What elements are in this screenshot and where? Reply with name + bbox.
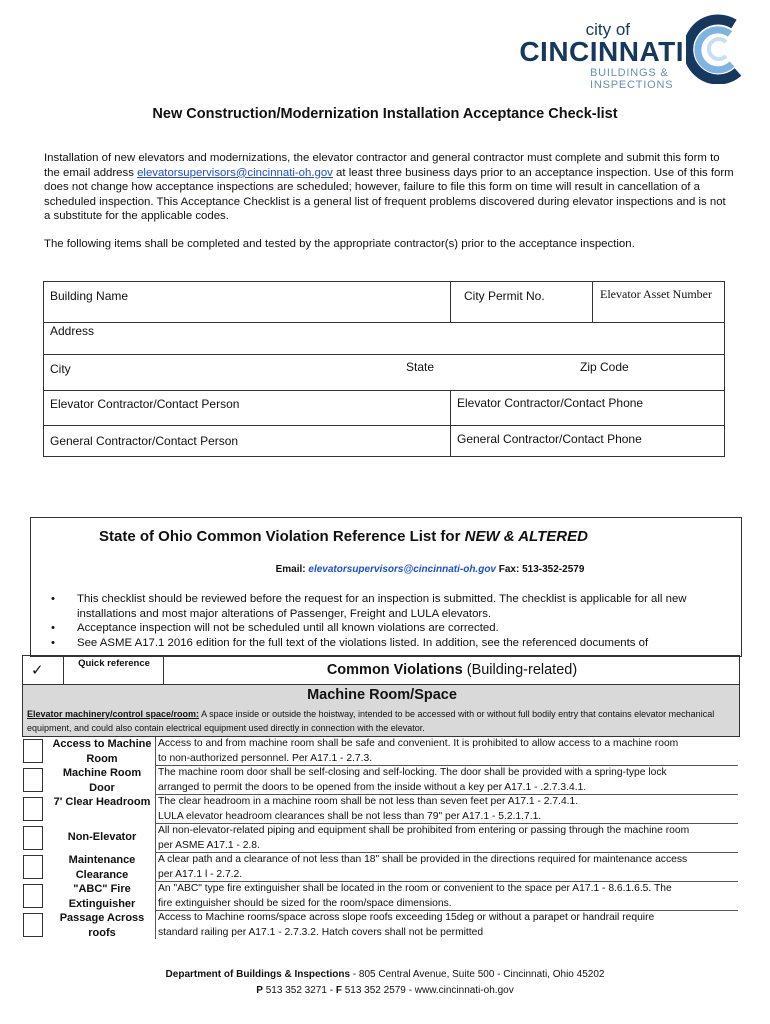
row-text xyxy=(158,882,736,911)
row-line: Access to Machine rooms/space across slope roofs exceeding 15deg or without a parapet or handrail require xyxy=(158,912,655,923)
row-text xyxy=(158,853,736,882)
row-reference: "ABC" Fire Extinguisher xyxy=(68,883,136,910)
logo-name: CINCINNATI xyxy=(519,36,684,67)
logo-dept-line2: INSPECTIONS xyxy=(590,79,674,91)
city-logo xyxy=(486,14,748,92)
machine-room-title: Machine Room/Space xyxy=(307,687,457,703)
row-checkbox[interactable] xyxy=(23,797,43,821)
general-contact-field[interactable]: General Contractor/Contact Person xyxy=(50,434,239,448)
ohio-bullet: • This checklist should be reviewed before the request for an inspection is submitted. The checklist is applicable for all new installations and most major alterations of Passenger, Freight and LULA elevators. xyxy=(47,592,737,621)
ohio-contact xyxy=(31,564,741,575)
general-phone-field[interactable]: General Contractor/Contact Phone xyxy=(457,432,642,446)
footer-address: - 805 Central Avenue, Suite 500 - Cincinnati, Ohio 45202 xyxy=(350,969,605,980)
row-checkbox[interactable] xyxy=(23,913,43,937)
machine-room-term: Elevator machinery/control space/room: xyxy=(27,709,200,719)
common-violations-rest: (Building-related) xyxy=(462,662,578,678)
machine-room-section xyxy=(22,685,740,737)
row-line: arranged to permit the doors to be opened from the inside without a key per A17.1 - .2.7.3.4.1. xyxy=(158,781,587,793)
row-line: per ASME A17.1 - 2.8. xyxy=(158,839,260,851)
footer-address-line xyxy=(0,967,770,983)
row-checkbox[interactable] xyxy=(23,739,43,763)
ohio-fax: Fax: 513-352-2579 xyxy=(495,564,585,575)
footer-dept: Department of Buildings & Inspections xyxy=(165,969,351,980)
ohio-title-emph: NEW & ALTERED xyxy=(464,528,588,545)
row-reference: Access to Machine Room xyxy=(52,738,152,765)
intro-text-2: at least three business days prior to an acceptance inspection. Use of this form does not change how acceptance inspections are scheduled; however, failure to file this form on time will result in cancellation of a scheduled inspection. This Acceptance Checklist is a general list of frequent problems discovered during elevator inspections and is not a substitute for the applicable codes. xyxy=(44,166,734,223)
row-line: standard railing per A17.1 - 2.7.3.2. Hatch covers shall not be permitted xyxy=(158,926,484,938)
intro-paragraph xyxy=(44,151,734,224)
row-reference: Machine Room Door xyxy=(62,767,142,794)
page-footer xyxy=(0,967,770,999)
logo-dept-line1: BUILDINGS & xyxy=(590,67,669,79)
row-text xyxy=(158,911,736,940)
row-checkbox[interactable] xyxy=(23,768,43,792)
building-name-field[interactable]: Building Name xyxy=(50,289,129,303)
city-permit-field[interactable]: City Permit No. xyxy=(464,289,545,303)
quick-reference-heading: Quick reference xyxy=(78,658,150,669)
logo-c-mark-icon xyxy=(686,14,748,84)
footer-phone: 513 352 3271 - xyxy=(262,985,336,996)
logo-dept xyxy=(590,67,676,91)
page-title: New Construction/Modernization Installation Acceptance Check-list xyxy=(152,106,618,122)
row-checkbox[interactable] xyxy=(23,884,43,908)
violations-table xyxy=(22,655,740,940)
ohio-bullets xyxy=(47,592,737,650)
footer-phone-label: P xyxy=(256,985,263,996)
row-line: to non-authorized personnel. Per A17.1 - 2.7.3. xyxy=(158,752,373,764)
check-mark-icon: ✓ xyxy=(31,662,44,679)
elevator-contact-field[interactable]: Elevator Contractor/Contact Person xyxy=(50,397,240,411)
row-line: LULA elevator headroom clearances shall be not less than 79" per A17.1 - 5.2.1.7.1. xyxy=(158,810,542,822)
footer-fax: 513 352 2579 - www.cincinnati-oh.gov xyxy=(341,985,514,996)
state-field[interactable]: State xyxy=(406,360,435,374)
ohio-email-label: Email: xyxy=(275,564,309,575)
machine-room-description xyxy=(27,707,733,735)
ohio-reference-box xyxy=(30,517,742,657)
machine-room-desc-text: A space inside or outside the hoistway, intended to be accessed with or without full bodily entry that contains elevator mechanical equipment, and could also contain electrical equipment used directly in connection with the elevator. xyxy=(27,709,715,733)
row-line: A clear path and a clearance of not less than 18" shall be provided in the directions required for maintenance access xyxy=(158,854,688,865)
row-text xyxy=(158,766,736,795)
ohio-title xyxy=(99,528,588,545)
city-field[interactable]: City xyxy=(50,362,71,376)
row-line: The machine room door shall be self-closing and self-locking. The door shall be provided with a spring-type lock xyxy=(158,767,667,778)
elevator-phone-field[interactable]: Elevator Contractor/Contact Phone xyxy=(457,396,644,410)
row-line: Access to and from machine room shall be safe and convenient. It is prohibited to allow access to a machine room xyxy=(158,738,679,749)
intro-email-link[interactable]: elevatorsupervisors@cincinnati-oh.gov xyxy=(137,166,333,179)
row-text xyxy=(158,824,736,853)
common-violations-heading xyxy=(165,662,739,678)
row-reference: Passage Across roofs xyxy=(59,912,145,939)
ohio-email-link[interactable]: elevatorsupervisors@cincinnati-oh.gov xyxy=(308,564,496,575)
zip-field[interactable]: Zip Code xyxy=(580,360,629,374)
row-line: per A17.1 l - 2.7.2. xyxy=(158,868,243,880)
intro-text-1: Installation of new elevators and modernizations, the elevator contractor and general contractor must complete and submit this form to the email address xyxy=(44,152,720,179)
ohio-title-plain: State of Ohio Common Violation Reference List for xyxy=(99,528,465,545)
row-line: All non-elevator-related piping and equipment shall be prohibited from entering or passing through the machine room xyxy=(158,825,690,836)
row-reference: Non-Elevator xyxy=(67,831,137,843)
row-checkbox[interactable] xyxy=(23,855,43,879)
ohio-bullet: • Acceptance inspection will not be scheduled until all known violations are corrected. xyxy=(47,621,737,636)
footer-fax-label: F xyxy=(335,985,342,996)
common-violations-bold: Common Violations xyxy=(326,662,463,678)
row-reference: 7' Clear Headroom xyxy=(53,796,151,808)
violations-header xyxy=(22,655,740,685)
project-info-form xyxy=(43,281,725,457)
row-reference: Maintenance Clearance xyxy=(68,854,136,881)
row-line: An "ABC" type fire extinguisher shall be located in the room or convenient to the space per A17.1 - 8.6.1.6.5. The xyxy=(158,883,672,894)
row-text xyxy=(158,737,736,766)
asset-number-field[interactable]: Elevator Asset Number xyxy=(600,287,712,301)
row-text xyxy=(158,795,736,824)
row-line: The clear headroom in a machine room shall be not less than seven feet per A17.1 - 2.7.4.1. xyxy=(158,796,579,807)
address-field[interactable]: Address xyxy=(50,324,95,338)
following-note: The following items shall be completed and tested by the appropriate contractor(s) prior to the acceptance inspection. xyxy=(44,238,635,250)
logo-city-of: city of xyxy=(585,20,630,39)
footer-contact-line xyxy=(0,983,770,999)
row-line: fire extinguisher should be sized for the room/space dimensions. xyxy=(158,897,452,909)
ohio-bullet: • See ASME A17.1 2016 edition for the full text of the violations listed. In addition, see the referenced documents of xyxy=(47,636,737,651)
row-checkbox[interactable] xyxy=(23,826,43,850)
